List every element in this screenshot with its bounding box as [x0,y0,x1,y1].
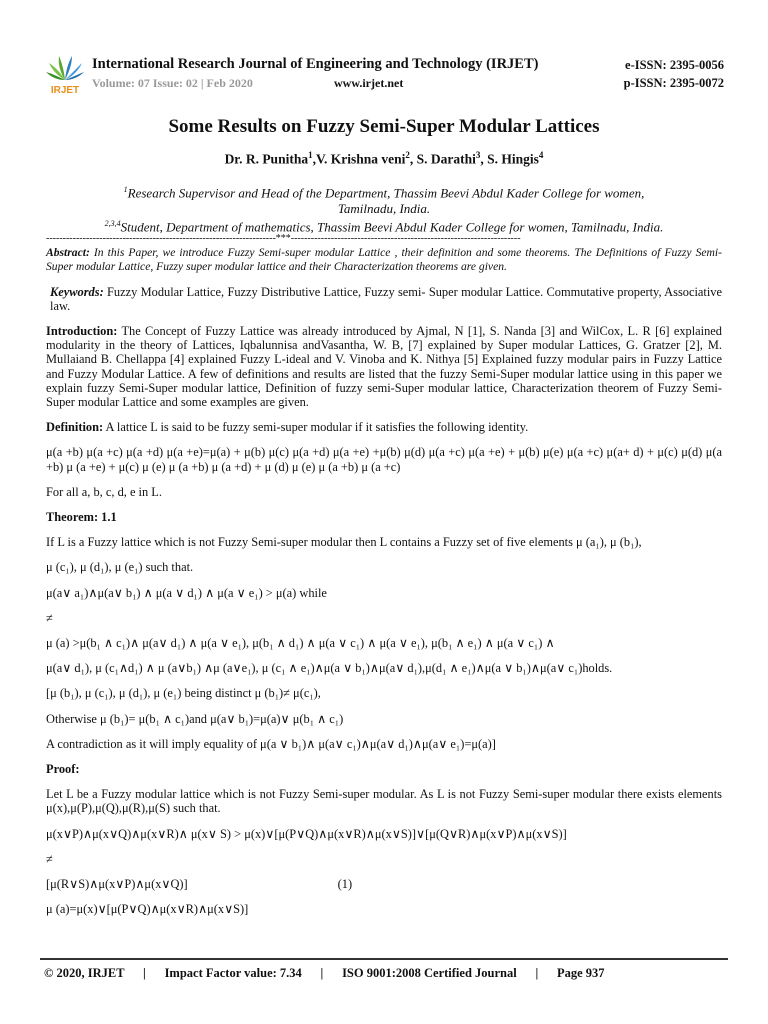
affiliation-1: $^1$Research Supervisor and Head of the Department, Thassim Beevi Abdul Kader College for women, Tamilnadu, India. [123,185,645,217]
definition-forall: For all a, b, c, d, e in L. [46,484,162,499]
paper-body [46,246,722,927]
footer-separator: | [143,966,146,980]
theorem-line: Otherwise μ (b₁)= μ(b₁ ∧ c₁)and μ(a∨ b₁)=μ(a)∨ μ(b₁ ∧ c₁) [46,711,344,726]
definition-label: Definition: [46,420,104,435]
theorem-line: μ(a∨ d₁), μ (c₁∧d₁) ∧ μ (a∨b₁) ∧μ (a∨e₁), μ (c₁ ∧ e₁)∧μ(a ∨ b₁)∧μ(a∨ d₁),μ(d₁ ∧ e₁)∧μ(a ∨ b₁)∧μ(a∨ c₁)holds. [46,661,613,676]
paper-title: Some Results on Fuzzy Semi-Super Modular Lattices [168,116,600,137]
definition: Definition: A lattice L is said to be fuzzy semi-super modular if it satisfies the following identity. [46,420,529,435]
theorem-line: μ (a) >μ(b₁ ∧ c₁)∧ μ(a∨ d₁) ∧ μ(a ∨ e₁), μ(b₁ ∧ d₁) ∧ μ(a ∨ c₁) ∧ μ(a ∨ e₁), μ(b₁ ∧ e₁) ∧ μ(a ∨ c₁) ∧ [46,636,555,651]
author-sup: 2 [405,150,410,160]
proof-label: Proof: [46,762,80,777]
equation-number: (1) [337,877,353,892]
theorem-line: A contradiction as it will imply equality of μ(a ∨ b₁)∧ μ(a∨ c₁)∧μ(a∨ d₁)∧μ(a∨ e₁)=μ(a)] [46,736,496,751]
keywords: Keywords: Fuzzy Modular Lattice, Fuzzy Distributive Lattice, Fuzzy semi- Super modular Lattice. Commutative property, Associative law. [50,284,722,313]
author-list: Dr. R. Punitha$^1$,V. Krishna veni$^2$, S. Darathi$^3$, S. Hingis$^4$ [224,150,544,167]
theorem-line: μ (c₁), μ (d₁), μ (e₁) such that. [46,560,194,575]
introduction: Introduction: The Concept of Fuzzy Lattice was already introduced by Ajmal, N [1], S. Nanda [3] and WilCox, L. R [6] explained modularity in the theory of Lattices, Iqbalunnisa andVasantha, W. B, [7] explained by Super modular Lattices, G. Gratzer [2], M. Mullaiand B. Chellappa [4] explained Fuzzy L-ideal and V. Vinoba and K. Nithya [5] Explained fuzzy modular pairs in Fuzzy Lattice and Fuzzy Modular Lattice. A few of definitions and results are listed that the fuzzy Semi-Super modular lattice using in this paper we explain fuzzy Semi-Super modular lattice, Definition of fuzzy semi-Super modular lattice, Characterization theorem of Fuzzy Semi-Super modular Lattice and some examples are given. [46,324,722,410]
p-issn: p-ISSN: 2395-0072 [623,76,724,90]
theorem-line: [μ (b₁), μ (c₁), μ (d₁), μ (e₁) being distinct μ (b₁)≠ μ(c₁), [46,686,321,701]
theorem-line: If L is a Fuzzy lattice which is not Fuzzy Semi-super modular then L contains a Fuzzy set of five elements μ (a₁), μ (b₁), [46,535,642,550]
footer-rule [40,958,728,960]
footer-separator: | [535,966,539,980]
theorem-label: Theorem: 1.1 [46,510,117,525]
footer-separator: | [320,966,324,980]
author-sup: 3 [475,150,481,160]
section-divider: ---------------------------------------------------------------------***--------------------------------------------------------------------- [46,233,521,244]
abstract-label: Abstract: [46,246,90,259]
volume-issue: Volume: 07 Issue: 02 | Feb 2020 [92,76,253,90]
logo-text: IRJET [50,85,80,96]
footer-copyright: © 2020, IRJET [44,966,125,980]
footer-impact: Impact Factor value: 7.34 [164,966,302,980]
journal-website[interactable]: www.irjet.net [334,76,404,90]
journal-title: International Research Journal of Engineering and Technology (IRJET) [92,56,539,72]
introduction-label: Introduction: [46,324,118,338]
e-issn: e-ISSN: 2395-0056 [625,58,724,72]
page-footer [44,966,605,981]
journal-header [44,50,724,98]
theorem-line: μ(a∨ a₁)∧μ(a∨ b₁) ∧ μ(a ∨ d₁) ∧ μ(a ∨ e₁) > μ(a) while [46,585,327,600]
proof-line: ≠ [46,851,53,866]
proof-text: Let L be a Fuzzy modular lattice which is not Fuzzy Semi-super modular. As L is not Fuzzy Semi-super modular there exists elements μ(x),μ(P),μ(Q),μ(R),μ(S) such that. [46,787,722,816]
abstract: Abstract: In this Paper, we introduce Fuzzy Semi-super modular Lattice , their definition and some theorems. The Definitions of Fuzzy Semi-Super modular Lattice, Fuzzy super modular lattice and their Characterization theorems are given. [46,246,722,273]
author: S. Darathi [416,151,476,167]
author: S. Hingis [487,151,539,167]
proof-line: μ (a)=μ(x)∨[μ(P∨Q)∧μ(x∨R)∧μ(x∨S)] [46,902,249,917]
affiliation-2: $^{2,3,4}$Student, Department of mathematics, Thassim Beevi Abdul Kader College for women, Tamilnadu, India. [104,219,664,235]
author-sup: 4 [538,150,544,160]
author: V. Krishna veni [315,151,406,167]
author: Dr. R. Punitha [224,151,309,167]
theorem-line: ≠ [46,610,53,625]
footer-page: Page 937 [556,966,605,980]
proof-line: μ(x∨P)∧μ(x∨Q)∧μ(x∨R)∧ μ(x∨ S) > μ(x)∨[μ(P∨Q)∧μ(x∨R)∧μ(x∨S)]∨[μ(Q∨R)∧μ(x∨P)∧μ(x∨S)] [46,826,567,841]
author-sup: 1 [308,150,313,160]
definition-identity: μ(a +b) μ(a +c) μ(a +d) μ(a +e)=μ(a) + μ(b) μ(c) μ(a +d) μ(a +e) +μ(b) μ(d) μ(a +c) μ(a +e) + μ(b) μ(e) μ(a +c) μ(a+ d) + μ(c) μ(d) μ(a +b) μ (a +e) + μ(c) μ (e) μ (a +b) μ (a +d) + μ (d) μ (e) μ (a +b) μ (a +c) [46,445,722,474]
keywords-label: Keywords: [50,284,104,299]
proof-line: [μ(R∨S)∧μ(x∨P)∧μ(x∨Q)] (1) [46,877,353,892]
irjet-logo [44,50,86,96]
footer-iso: ISO 9001:2008 Certified Journal [342,966,517,980]
